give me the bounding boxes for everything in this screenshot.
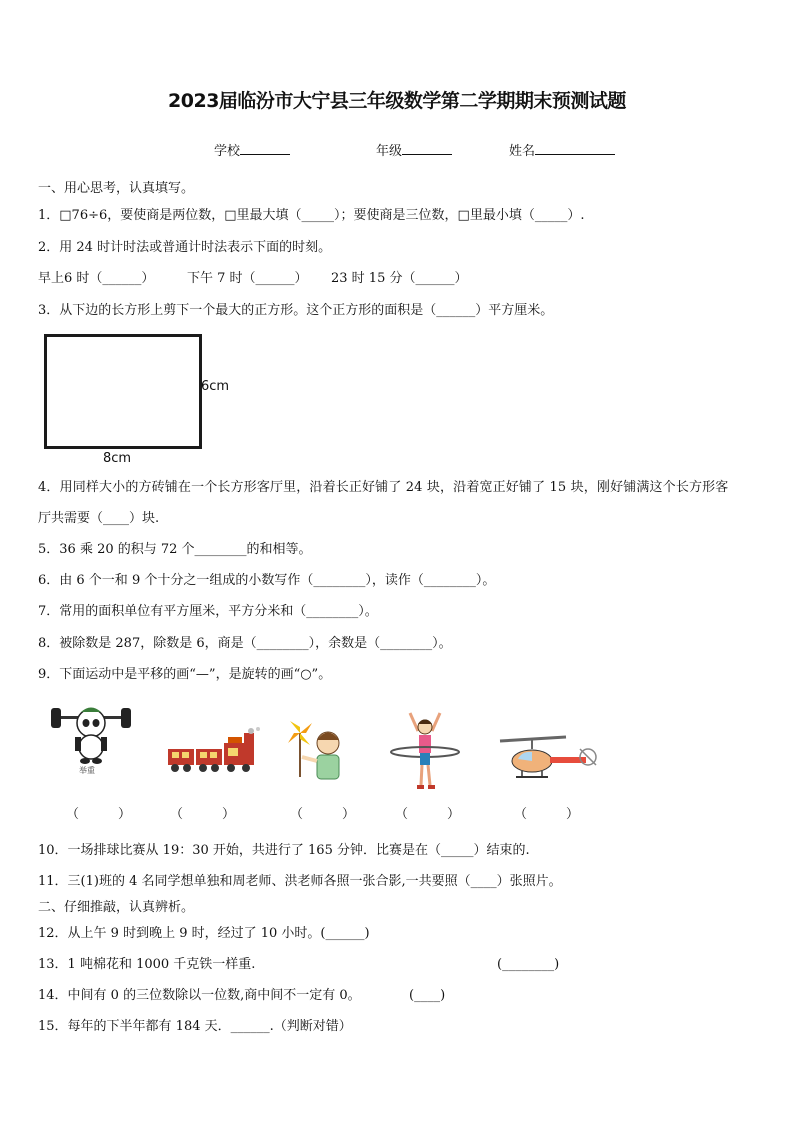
name-label: 姓名 bbox=[509, 144, 536, 159]
section-1-heading: 一、用心思考，认真填写。 bbox=[38, 181, 195, 196]
rectangle-figure bbox=[44, 334, 202, 449]
question-4-line-1: 4．用同样大小的方砖铺在一个长方形客厅里，沿着长正好铺了 24 块，沿着宽正好铺了 15 块，刚好铺满这个长方形客 bbox=[38, 480, 729, 495]
name-blank[interactable] bbox=[535, 141, 615, 155]
q9-answer-1[interactable]: （ ） bbox=[66, 807, 132, 822]
weightlifting-caption: 举重 bbox=[79, 766, 95, 775]
question-1: 1．□76÷6，要使商是两位数，□里最大填（_____）；要使商是三位数，□里最小填（_____）. bbox=[38, 208, 585, 223]
grade-label: 年级 bbox=[376, 144, 403, 159]
question-2-item-2: 下午 7 时（______） bbox=[187, 271, 308, 286]
question-2-item-3: 23 时 15 分（______） bbox=[331, 271, 468, 286]
hula-hoop-girl-picture bbox=[388, 709, 462, 791]
question-5: 5．36 乘 20 的积与 72 个________的和相等。 bbox=[38, 542, 312, 557]
question-12: 12．从上午 9 时到晚上 9 时，经过了 10 小时。(______) bbox=[38, 926, 370, 941]
panda-weightlifter-picture bbox=[48, 703, 134, 777]
question-3: 3．从下边的长方形上剪下一个最大的正方形。这个正方形的面积是（______）平方厘米。 bbox=[38, 303, 554, 318]
train-picture bbox=[166, 727, 268, 775]
question-4-line-2: 厅共需要（____）块. bbox=[38, 511, 160, 526]
question-13: 13．1 吨棉花和 1000 千克铁一样重. bbox=[38, 957, 256, 972]
school-label: 学校 bbox=[214, 144, 241, 159]
question-9: 9．下面运动中是平移的画“—”，是旋转的画“○”。 bbox=[38, 667, 332, 682]
rectangle-height-label: 6cm bbox=[201, 379, 230, 394]
question-6: 6．由 6 个一和 9 个十分之一组成的小数写作（________），读作（________）。 bbox=[38, 573, 496, 588]
train-icon bbox=[166, 727, 268, 775]
question-10: 10．一场排球比赛从 19：30 开始，共进行了 165 分钟．比赛是在（_____）结束的. bbox=[38, 843, 530, 858]
pinwheel-boy-picture bbox=[284, 713, 348, 787]
question-8: 8．被除数是 287，除数是 6，商是（________），余数是（________）。 bbox=[38, 636, 452, 651]
name-field bbox=[509, 140, 615, 159]
grade-blank[interactable] bbox=[402, 141, 452, 155]
q9-answer-5[interactable]: （ ） bbox=[514, 807, 580, 822]
question-14-answer[interactable]: (____) bbox=[409, 988, 446, 1003]
school-blank[interactable] bbox=[240, 141, 290, 155]
pinwheel-boy-icon bbox=[284, 713, 348, 787]
helicopter-icon bbox=[496, 733, 598, 783]
question-2-item-1: 早上6 时（______） bbox=[38, 271, 155, 286]
helicopter-picture bbox=[496, 733, 598, 783]
school-field bbox=[214, 140, 290, 159]
question-7: 7．常用的面积单位有平方厘米，平方分米和（________）。 bbox=[38, 604, 378, 619]
question-15: 15．每年的下半年都有 184 天．______.（判断对错） bbox=[38, 1019, 352, 1034]
page-title: 2023届临汾市大宁县三年级数学第二学期期末预测试题 bbox=[168, 90, 626, 112]
question-14: 14．中间有 0 的三位数除以一位数,商中间不一定有 0。 bbox=[38, 988, 361, 1003]
grade-field bbox=[376, 140, 452, 159]
q9-answer-4[interactable]: （ ） bbox=[395, 807, 461, 822]
rectangle-width-label: 8cm bbox=[103, 451, 132, 466]
section-2-heading: 二、仔细推敲，认真辨析。 bbox=[38, 900, 195, 915]
q9-answer-3[interactable]: （ ） bbox=[290, 807, 356, 822]
question-2: 2．用 24 时计时法或普通计时法表示下面的时刻。 bbox=[38, 240, 332, 255]
q9-answer-2[interactable]: （ ） bbox=[170, 807, 236, 822]
question-13-answer[interactable]: (________) bbox=[497, 957, 560, 972]
question-11: 11．三(1)班的 4 名同学想单独和周老师、洪老师各照一张合影,一共要照（____）张照片。 bbox=[38, 874, 562, 889]
hula-hoop-girl-icon bbox=[388, 709, 462, 791]
